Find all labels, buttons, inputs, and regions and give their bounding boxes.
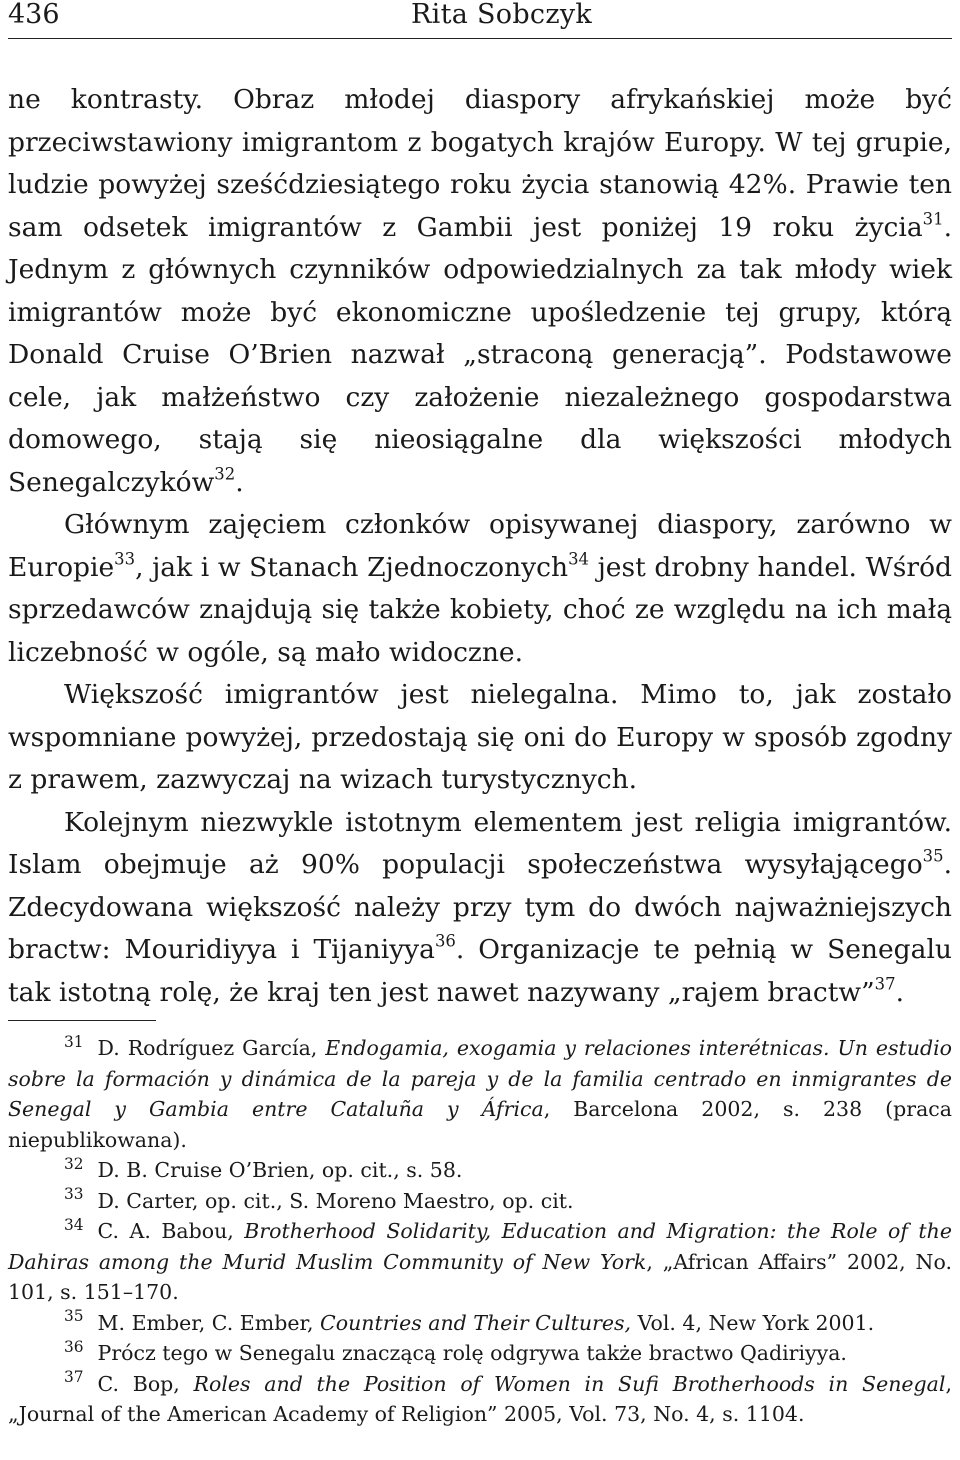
footnote-ref-34[interactable]: 34 xyxy=(568,549,589,568)
footnote-32 xyxy=(8,1155,952,1186)
paragraph-4-text-1: Kolejnym niezwykle istotnym elementem jest religia imigrantów. Islam obejmuje aż 90% populacji społeczeństwa wysyłającego xyxy=(8,806,952,880)
footnote-text: D. B. Cruise O’Brien, op. cit., s. 58. xyxy=(97,1158,463,1182)
footnote-ref-31[interactable]: 31 xyxy=(922,209,944,228)
running-head-author: Rita Sobczyk xyxy=(411,0,593,30)
paragraph-2-text-2: , jak i w Stanach Zjednoczonych xyxy=(135,551,569,583)
footnote-text: , „Journal of the American Academy of Religion” 2005, Vol. 73, No. 4, s. 1104. xyxy=(8,1371,952,1426)
footnote-title: Brotherhood Solidarity, Education and Migration: the Role of the Dahiras among the Murid Muslim Community of New York xyxy=(8,1219,953,1274)
footnote-number: 37 xyxy=(64,1368,84,1387)
footnote-36 xyxy=(8,1338,952,1369)
paragraph-1-text-1: ne kontrasty. Obraz młodej diaspory afrykańskiej może być przeciwstawiony imigrantom z bogatych krajów Europy. W tej grupie, ludzie powyżej sześćdziesiątego roku życia stanowią 42%. Prawie ten sam odsetek imigrantów z Gambii jest poniżej 19 roku życia xyxy=(8,84,952,243)
footnote-ref-35[interactable]: 35 xyxy=(922,846,944,866)
paragraph-4-text-4: . xyxy=(895,976,904,1008)
paragraph-2-text-3: jest drobny handel. Wśród sprzedawców znajdują się także kobiety, choć ze względu na ich małą liczebność w ogóle, są mało widoczne. xyxy=(8,551,952,668)
footnote-number: 32 xyxy=(64,1154,84,1173)
footnote-33 xyxy=(8,1186,952,1217)
footnote-text: , „African Affairs” 2002, No. 101, s. 151–170. xyxy=(8,1249,952,1304)
footnote-text: M. Ember, C. Ember, xyxy=(97,1310,321,1335)
footnotes xyxy=(8,1033,952,1430)
footnote-title: Countries and Their Cultures, xyxy=(320,1310,632,1335)
footnote-34 xyxy=(8,1216,952,1308)
footnote-text: D. Carter, op. cit., S. Moreno Maestro, op. cit. xyxy=(97,1188,574,1213)
footnote-35 xyxy=(8,1308,952,1339)
footnote-number: 31 xyxy=(64,1032,84,1051)
paragraph-4-text-2: . Zdecydowana większość należy przy tym do dwóch najważniejszych bractw: Mouridiyya i Tijaniyya xyxy=(8,849,952,965)
footnote-title: Endogamia, exogamia y relaciones interétnicas. Un estudio sobre la formación y dinámica de la pareja y de la familia centrado en inmigrantes de Senegal y Gambia entre Cataluña y África xyxy=(8,1036,952,1121)
footnote-number: 34 xyxy=(64,1215,84,1234)
running-head xyxy=(8,0,952,34)
footnote-37 xyxy=(8,1369,952,1430)
paragraph-1 xyxy=(8,79,952,504)
footnote-ref-33[interactable]: 33 xyxy=(114,549,136,568)
paragraph-2-text-1: Głównym zajęciem członków opisywanej diaspory, zarówno w Europie xyxy=(8,509,952,583)
paragraph-1-text-3: . xyxy=(235,466,244,498)
footnote-title: Roles and the Position of Women in Sufi Brotherhoods in Senegal xyxy=(193,1371,946,1396)
paragraph-1-text-2: . Jednym z głównych czynników odpowiedzialnych za tak młody wiek imigrantów może być ekonomiczne upośledzenie tej grupy, którą Donald Cruise O’Brien nazwał „straconą generacją”. Podstawowe cele, jak małżeństwo czy założenie niezależnego gospodarstwa domowego, stają się nieosiągalne dla większości młodych Senegalczyków xyxy=(8,211,952,498)
footnote-text: D. Rodríguez García, xyxy=(97,1036,326,1060)
paragraph-3 xyxy=(8,674,952,802)
paragraph-3-text-1: Większość imigrantów jest nielegalna. Mimo to, jak zostało wspomniane powyżej, przedostają się oni do Europy w sposób zgodny z prawem, zazwyczaj na wizach turystycznych. xyxy=(8,679,952,795)
paragraph-2 xyxy=(8,504,952,674)
footnote-number: 33 xyxy=(64,1185,84,1204)
footnote-ref-37[interactable]: 37 xyxy=(874,974,896,993)
footnote-number: 36 xyxy=(64,1337,84,1356)
paragraph-4-text-3: . Organizacje te pełnią w Senegalu tak istotną rolę, że kraj ten jest nawet nazywany „rajem bractw” xyxy=(8,934,952,1008)
footnote-ref-32[interactable]: 32 xyxy=(214,464,236,483)
footnote-text: C. Bop, xyxy=(97,1371,194,1396)
footnote-31 xyxy=(8,1033,952,1155)
footnote-text: , Barcelona 2002, s. 238 (praca niepublikowana). xyxy=(8,1097,952,1152)
page-number: 436 xyxy=(8,0,60,30)
header-rule xyxy=(8,38,952,39)
paragraph-4 xyxy=(8,802,952,1015)
main-text xyxy=(8,79,952,1014)
footnote-text: Vol. 4, New York 2001. xyxy=(631,1310,875,1335)
footnote-number: 35 xyxy=(64,1307,84,1326)
footnote-text: Prócz tego w Senegalu znaczącą rolę odgrywa także bractwo Qadiriyya. xyxy=(97,1341,847,1365)
footnote-separator xyxy=(8,1020,156,1021)
footnote-text: C. A. Babou, xyxy=(97,1219,245,1243)
footnote-ref-36[interactable]: 36 xyxy=(434,931,456,951)
